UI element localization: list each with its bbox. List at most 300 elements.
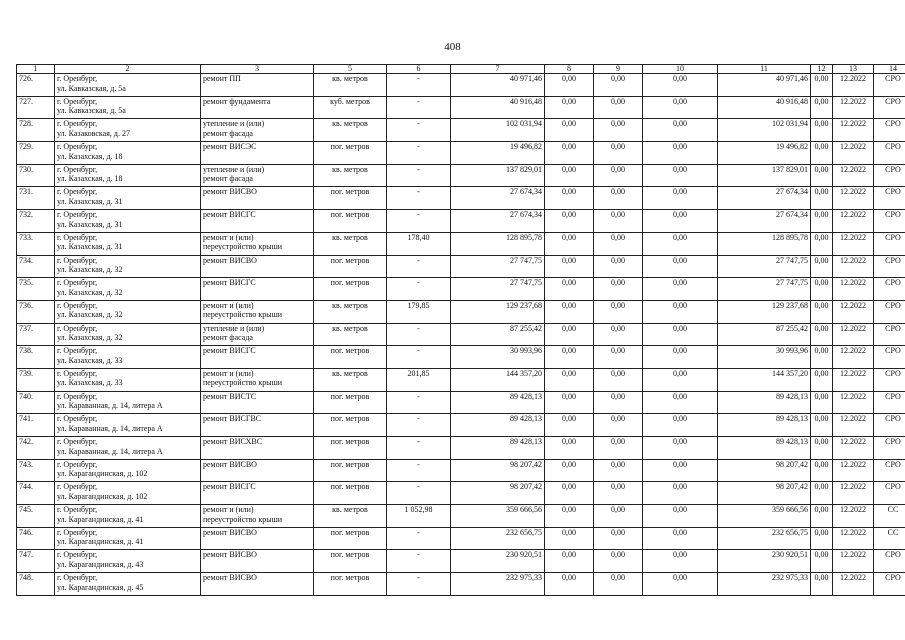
cost-cell: 27 747,75: [718, 278, 811, 301]
unit-cell: пог. метров: [314, 482, 387, 505]
cost-cell: 0,00: [811, 391, 833, 414]
address-line: г. Оренбург,: [57, 255, 98, 265]
work-type-line: ремонт фасада: [203, 333, 253, 343]
work-type-line: переустройство крыши: [203, 310, 283, 320]
deadline-cell: 12.2022: [833, 164, 874, 187]
cost-cell: 0,00: [811, 164, 833, 187]
unit-cell: пог. метров: [314, 346, 387, 369]
work-type-cell: [201, 346, 314, 369]
cost-cell: 0,00: [643, 573, 718, 596]
deadline-cell: 12.2022: [833, 323, 874, 346]
unit-cell: пог. метров: [314, 414, 387, 437]
quantity-cell: -: [387, 573, 451, 596]
address-line: ул. Карагандинская, д. 102: [57, 469, 148, 479]
unit-cell: куб. метров: [314, 96, 387, 119]
row-number: 726.: [17, 74, 55, 97]
cost-cell: 0,00: [811, 346, 833, 369]
work-type-line: ремонт ВИСВО: [203, 573, 257, 583]
row-number: 745.: [17, 505, 55, 528]
address-cell: [55, 437, 201, 460]
table-row: [17, 573, 905, 596]
address-line: ул. Казахская, д. 33: [57, 378, 123, 388]
address-line: ул. Карагандинская, д. 41: [57, 514, 144, 524]
address-line: г. Оренбург,: [57, 550, 98, 560]
cost-cell: 137 829,01: [718, 164, 811, 187]
source-cell: СРО: [874, 391, 905, 414]
row-number: 743.: [17, 459, 55, 482]
unit-cell: кв. метров: [314, 119, 387, 142]
cost-cell: 0,00: [594, 482, 643, 505]
source-cell: СРО: [874, 368, 905, 391]
row-number: 730.: [17, 164, 55, 187]
cost-cell: 0,00: [545, 255, 594, 278]
cost-cell: 0,00: [594, 96, 643, 119]
table-row: [17, 368, 905, 391]
source-cell: СРО: [874, 119, 905, 142]
cost-cell: 0,00: [643, 210, 718, 233]
work-type-cell: [201, 391, 314, 414]
address-line: ул. Караванная, д. 14, литера А: [57, 423, 163, 433]
address-cell: [55, 255, 201, 278]
row-number: 744.: [17, 482, 55, 505]
cost-cell: 0,00: [545, 437, 594, 460]
cost-cell: 89 428,13: [718, 414, 811, 437]
cost-cell: 0,00: [811, 482, 833, 505]
cost-cell: 0,00: [811, 437, 833, 460]
cost-cell: 0,00: [594, 164, 643, 187]
table-row: [17, 255, 905, 278]
address-line: ул. Карагандинская, д. 102: [57, 491, 148, 501]
cost-cell: 89 428,13: [718, 437, 811, 460]
address-line: г. Оренбург,: [57, 96, 98, 106]
column-header: 6: [387, 65, 451, 74]
cost-cell: 0,00: [594, 278, 643, 301]
table-row: [17, 459, 905, 482]
column-header: 3: [201, 65, 314, 74]
column-header: 14: [874, 65, 905, 74]
quantity-cell: 178,40: [387, 232, 451, 255]
column-header: 2: [55, 65, 201, 74]
work-type-line: утепление и (или): [203, 164, 265, 174]
total-cost-cell: 30 993,96: [451, 346, 545, 369]
address-line: г. Оренбург,: [57, 368, 98, 378]
deadline-cell: 12.2022: [833, 232, 874, 255]
row-number: 732.: [17, 210, 55, 233]
source-cell: СРО: [874, 187, 905, 210]
unit-cell: кв. метров: [314, 505, 387, 528]
cost-cell: 128 895,78: [718, 232, 811, 255]
address-cell: [55, 232, 201, 255]
cost-cell: 0,00: [643, 74, 718, 97]
work-type-line: ремонт и (или): [203, 368, 254, 378]
address-cell: [55, 164, 201, 187]
row-number: 746.: [17, 527, 55, 550]
address-cell: [55, 368, 201, 391]
work-type-line: ремонт ВИСГС: [203, 482, 256, 492]
column-number-row: [17, 65, 905, 74]
work-type-line: утепление и (или): [203, 323, 265, 333]
address-cell: [55, 482, 201, 505]
cost-cell: 30 993,96: [718, 346, 811, 369]
address-cell: [55, 210, 201, 233]
table-row: [17, 437, 905, 460]
work-type-cell: [201, 482, 314, 505]
address-line: ул. Караванная, д. 14, литера А: [57, 446, 163, 456]
column-header: 10: [643, 65, 718, 74]
cost-cell: 0,00: [643, 119, 718, 142]
row-number: 740.: [17, 391, 55, 414]
address-line: г. Оренбург,: [57, 142, 98, 152]
deadline-cell: 12.2022: [833, 505, 874, 528]
deadline-cell: 12.2022: [833, 142, 874, 165]
work-type-line: утепление и (или): [203, 119, 265, 129]
cost-cell: 0,00: [545, 300, 594, 323]
row-number: 747.: [17, 550, 55, 573]
table-row: [17, 74, 905, 97]
cost-cell: 0,00: [643, 482, 718, 505]
work-type-line: ремонт ВИСГС: [203, 210, 256, 220]
table-row: [17, 187, 905, 210]
address-cell: [55, 527, 201, 550]
cost-cell: 0,00: [643, 391, 718, 414]
row-number: 748.: [17, 573, 55, 596]
unit-cell: кв. метров: [314, 323, 387, 346]
source-cell: СРО: [874, 573, 905, 596]
address-line: г. Оренбург,: [57, 164, 98, 174]
row-number: 738.: [17, 346, 55, 369]
work-type-line: ремонт фасада: [203, 128, 253, 138]
total-cost-cell: 128 895,78: [451, 232, 545, 255]
cost-cell: 0,00: [594, 527, 643, 550]
address-line: ул. Казахская, д. 31: [57, 242, 123, 252]
cost-cell: 0,00: [545, 414, 594, 437]
total-cost-cell: 89 428,13: [451, 414, 545, 437]
address-line: г. Оренбург,: [57, 346, 98, 356]
table-row: [17, 119, 905, 142]
source-cell: СРО: [874, 232, 905, 255]
work-type-cell: [201, 527, 314, 550]
page-number: 408: [444, 41, 461, 53]
quantity-cell: -: [387, 96, 451, 119]
address-line: ул. Казахская, д. 31: [57, 219, 123, 229]
row-number: 728.: [17, 119, 55, 142]
work-type-line: ремонт ВИСВО: [203, 187, 257, 197]
source-cell: СРО: [874, 300, 905, 323]
cost-cell: 0,00: [811, 187, 833, 210]
register-table: [16, 64, 905, 596]
quantity-cell: -: [387, 142, 451, 165]
work-type-cell: [201, 255, 314, 278]
source-cell: СРО: [874, 278, 905, 301]
quantity-cell: -: [387, 255, 451, 278]
column-header: 11: [718, 65, 811, 74]
total-cost-cell: 102 031,94: [451, 119, 545, 142]
row-number: 736.: [17, 300, 55, 323]
address-line: г. Оренбург,: [57, 505, 98, 515]
total-cost-cell: 230 920,51: [451, 550, 545, 573]
quantity-cell: -: [387, 210, 451, 233]
cost-cell: 0,00: [594, 459, 643, 482]
cost-cell: 0,00: [811, 323, 833, 346]
address-line: г. Оренбург,: [57, 414, 98, 424]
total-cost-cell: 27 674,34: [451, 210, 545, 233]
quantity-cell: -: [387, 323, 451, 346]
column-header: 5: [314, 65, 387, 74]
cost-cell: 0,00: [643, 278, 718, 301]
source-cell: СРО: [874, 164, 905, 187]
table-row: [17, 482, 905, 505]
address-line: ул. Караванная, д. 14, литера А: [57, 401, 163, 411]
cost-cell: 0,00: [643, 323, 718, 346]
cost-cell: 0,00: [545, 346, 594, 369]
cost-cell: 0,00: [594, 255, 643, 278]
cost-cell: 0,00: [643, 368, 718, 391]
address-line: ул. Карагандинская, д. 41: [57, 537, 144, 547]
cost-cell: 0,00: [643, 255, 718, 278]
work-type-line: ремонт ВИСЭС: [203, 142, 257, 152]
work-type-line: ремонт ВИСГВС: [203, 414, 262, 424]
deadline-cell: 12.2022: [833, 300, 874, 323]
cost-cell: 0,00: [594, 119, 643, 142]
cost-cell: 0,00: [545, 527, 594, 550]
total-cost-cell: 27 674,34: [451, 187, 545, 210]
unit-cell: пог. метров: [314, 437, 387, 460]
row-number: 729.: [17, 142, 55, 165]
cost-cell: 0,00: [643, 437, 718, 460]
cost-cell: 98 207,42: [718, 459, 811, 482]
cost-cell: 19 496,82: [718, 142, 811, 165]
work-type-line: ремонт ПП: [203, 74, 241, 83]
row-number: 731.: [17, 187, 55, 210]
address-cell: [55, 459, 201, 482]
quantity-cell: -: [387, 74, 451, 97]
table-row: [17, 210, 905, 233]
cost-cell: 0,00: [545, 459, 594, 482]
cost-cell: 0,00: [594, 210, 643, 233]
quantity-cell: -: [387, 187, 451, 210]
address-line: г. Оренбург,: [57, 187, 98, 197]
total-cost-cell: 87 255,42: [451, 323, 545, 346]
address-cell: [55, 96, 201, 119]
deadline-cell: 12.2022: [833, 414, 874, 437]
row-number: 737.: [17, 323, 55, 346]
table-row: [17, 96, 905, 119]
unit-cell: пог. метров: [314, 142, 387, 165]
cost-cell: 0,00: [643, 459, 718, 482]
cost-cell: 40 916,48: [718, 96, 811, 119]
cost-cell: 0,00: [811, 210, 833, 233]
work-type-cell: [201, 164, 314, 187]
cost-cell: 27 674,34: [718, 187, 811, 210]
total-cost-cell: 27 747,75: [451, 278, 545, 301]
deadline-cell: 12.2022: [833, 573, 874, 596]
total-cost-cell: 129 237,68: [451, 300, 545, 323]
address-line: г. Оренбург,: [57, 74, 98, 83]
work-type-line: ремонт и (или): [203, 232, 254, 242]
unit-cell: пог. метров: [314, 278, 387, 301]
deadline-cell: 12.2022: [833, 437, 874, 460]
table-row: [17, 300, 905, 323]
quantity-cell: -: [387, 482, 451, 505]
unit-cell: кв. метров: [314, 164, 387, 187]
work-type-line: ремонт фундамента: [203, 96, 271, 106]
source-cell: СРО: [874, 437, 905, 460]
source-cell: СРО: [874, 142, 905, 165]
table-row: [17, 142, 905, 165]
row-number: 741.: [17, 414, 55, 437]
table-row: [17, 414, 905, 437]
unit-cell: кв. метров: [314, 300, 387, 323]
total-cost-cell: 40 971,46: [451, 74, 545, 97]
cost-cell: 0,00: [545, 323, 594, 346]
address-line: г. Оренбург,: [57, 437, 98, 446]
work-type-line: ремонт и (или): [203, 300, 254, 310]
cost-cell: 0,00: [811, 459, 833, 482]
deadline-cell: 12.2022: [833, 255, 874, 278]
cost-cell: 0,00: [643, 414, 718, 437]
source-cell: СРО: [874, 210, 905, 233]
cost-cell: 0,00: [643, 505, 718, 528]
cost-cell: 0,00: [594, 573, 643, 596]
cost-cell: 0,00: [643, 187, 718, 210]
cost-cell: 0,00: [545, 368, 594, 391]
total-cost-cell: 40 916,48: [451, 96, 545, 119]
cost-cell: 89 428,13: [718, 391, 811, 414]
column-header: 8: [545, 65, 594, 74]
cost-cell: 0,00: [594, 437, 643, 460]
deadline-cell: 12.2022: [833, 527, 874, 550]
work-type-line: переустройство крыши: [203, 378, 283, 388]
work-type-cell: [201, 232, 314, 255]
source-cell: СРО: [874, 346, 905, 369]
cost-cell: 0,00: [811, 74, 833, 97]
address-line: ул. Казаковская, д. 27: [57, 128, 130, 138]
cost-cell: 98 207,42: [718, 482, 811, 505]
unit-cell: пог. метров: [314, 210, 387, 233]
address-line: ул. Казахская, д. 33: [57, 355, 123, 365]
unit-cell: кв. метров: [314, 74, 387, 97]
cost-cell: 0,00: [643, 96, 718, 119]
cost-cell: 0,00: [545, 391, 594, 414]
source-cell: СРО: [874, 414, 905, 437]
total-cost-cell: 27 747,75: [451, 255, 545, 278]
cost-cell: 0,00: [643, 164, 718, 187]
column-header: 13: [833, 65, 874, 74]
cost-cell: 0,00: [811, 300, 833, 323]
unit-cell: пог. метров: [314, 255, 387, 278]
work-type-cell: [201, 187, 314, 210]
address-line: г. Оренбург,: [57, 210, 98, 220]
work-type-line: переустройство крыши: [203, 514, 283, 524]
quantity-cell: -: [387, 459, 451, 482]
work-type-cell: [201, 459, 314, 482]
unit-cell: пог. метров: [314, 550, 387, 573]
cost-cell: 0,00: [594, 505, 643, 528]
work-type-cell: [201, 119, 314, 142]
work-type-line: ремонт ВИСГС: [203, 278, 256, 288]
cost-cell: 0,00: [545, 550, 594, 573]
source-cell: СРО: [874, 74, 905, 97]
cost-cell: 102 031,94: [718, 119, 811, 142]
address-cell: [55, 74, 201, 97]
cost-cell: 0,00: [811, 505, 833, 528]
work-type-cell: [201, 142, 314, 165]
deadline-cell: 12.2022: [833, 368, 874, 391]
work-type-line: ремонт ВИСХВС: [203, 437, 263, 446]
address-line: ул. Карагандинская, д. 43: [57, 559, 144, 569]
total-cost-cell: 89 428,13: [451, 437, 545, 460]
column-header: 12: [811, 65, 833, 74]
quantity-cell: -: [387, 391, 451, 414]
table-row: [17, 278, 905, 301]
column-header: 9: [594, 65, 643, 74]
deadline-cell: 12.2022: [833, 74, 874, 97]
quantity-cell: 1 052,98: [387, 505, 451, 528]
table-row: [17, 164, 905, 187]
quantity-cell: -: [387, 346, 451, 369]
deadline-cell: 12.2022: [833, 187, 874, 210]
deadline-cell: 12.2022: [833, 96, 874, 119]
unit-cell: пог. метров: [314, 573, 387, 596]
work-type-cell: [201, 414, 314, 437]
work-type-cell: [201, 437, 314, 460]
cost-cell: 40 971,46: [718, 74, 811, 97]
work-type-cell: [201, 505, 314, 528]
cost-cell: 232 656,75: [718, 527, 811, 550]
unit-cell: кв. метров: [314, 232, 387, 255]
work-type-cell: [201, 550, 314, 573]
work-type-cell: [201, 323, 314, 346]
deadline-cell: 12.2022: [833, 459, 874, 482]
cost-cell: 0,00: [594, 368, 643, 391]
quantity-cell: -: [387, 119, 451, 142]
cost-cell: 87 255,42: [718, 323, 811, 346]
address-line: г. Оренбург,: [57, 573, 98, 583]
deadline-cell: 12.2022: [833, 391, 874, 414]
deadline-cell: 12.2022: [833, 550, 874, 573]
cost-cell: 0,00: [811, 278, 833, 301]
work-type-cell: [201, 278, 314, 301]
quantity-cell: -: [387, 550, 451, 573]
total-cost-cell: 359 666,56: [451, 505, 545, 528]
cost-cell: 0,00: [545, 278, 594, 301]
column-header: 7: [451, 65, 545, 74]
total-cost-cell: 137 829,01: [451, 164, 545, 187]
address-line: г. Оренбург,: [57, 119, 98, 129]
address-cell: [55, 278, 201, 301]
quantity-cell: 201,85: [387, 368, 451, 391]
address-line: ул. Кавказская, д. 5а: [57, 106, 126, 116]
cost-cell: 0,00: [594, 346, 643, 369]
address-line: г. Оренбург,: [57, 232, 98, 242]
row-number: 742.: [17, 437, 55, 460]
source-cell: СРО: [874, 482, 905, 505]
address-line: ул. Казахская, д. 31: [57, 196, 123, 206]
cost-cell: 0,00: [594, 323, 643, 346]
cost-cell: 230 920,51: [718, 550, 811, 573]
unit-cell: кв. метров: [314, 368, 387, 391]
cost-cell: 0,00: [811, 573, 833, 596]
total-cost-cell: 89 428,13: [451, 391, 545, 414]
address-line: г. Оренбург,: [57, 482, 98, 492]
address-line: ул. Казахская, д. 18: [57, 174, 123, 184]
address-line: ул. Кавказская, д. 5а: [57, 83, 126, 93]
work-type-line: переустройство крыши: [203, 242, 283, 252]
quantity-cell: -: [387, 437, 451, 460]
source-cell: СРО: [874, 255, 905, 278]
cost-cell: 0,00: [811, 550, 833, 573]
address-line: г. Оренбург,: [57, 527, 98, 537]
